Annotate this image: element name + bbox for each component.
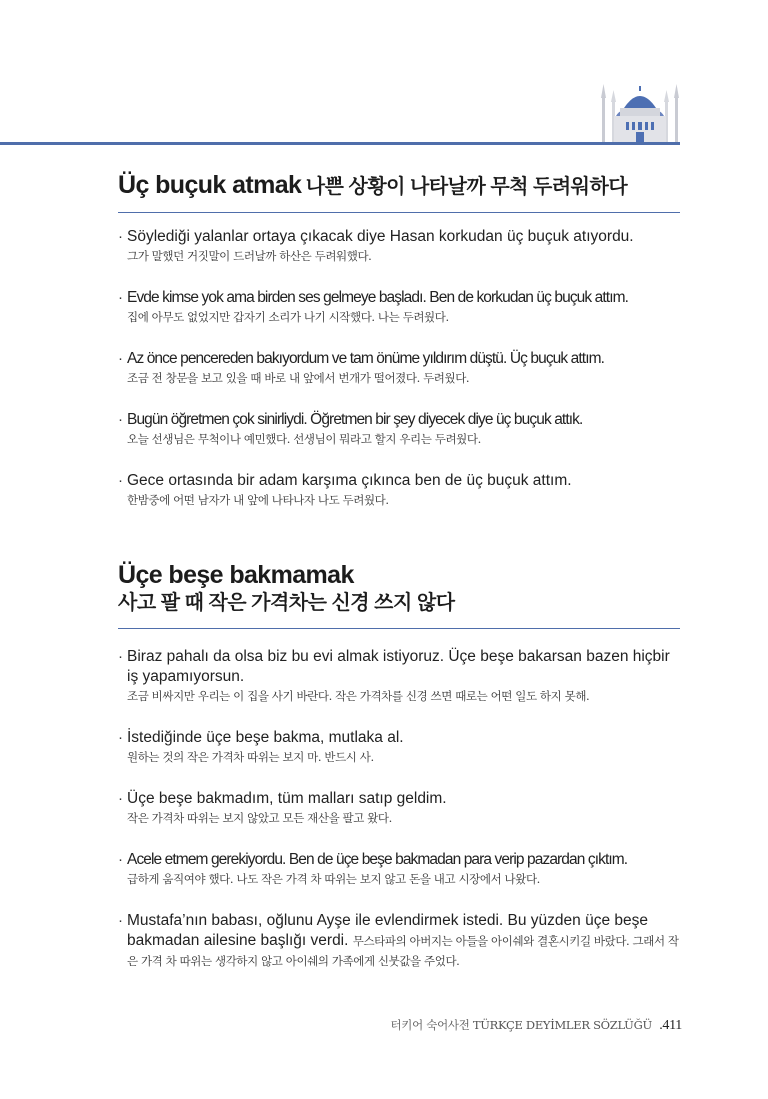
example-item [118, 911, 680, 971]
example-turkish [127, 911, 680, 971]
example-turkish: · Üçe beşe bakmadım, tüm malları satıp geldim. [127, 790, 447, 807]
example-korean: 원하는 것의 작은 가격차 따위는 보지 마. 반드시 사. [127, 750, 374, 764]
idiom-heading [118, 170, 680, 200]
example-turkish: · Bugün öğretmen çok sinirliydi. Öğretmen bir şey diyecek diye üç buçuk attık. [127, 411, 583, 428]
page-footer [390, 1017, 682, 1034]
example-turkish: · Acele etmem gerekiyordu. Ben de üçe beşe bakmadan para verip pazardan çıktım. [127, 851, 628, 868]
example-item [118, 789, 680, 827]
example-item [118, 349, 680, 387]
idiom-phrase: Üçe beşe bakmamak [118, 561, 354, 589]
example-korean: 급하게 움직여야 했다. 나도 작은 가격 차 따위는 보지 않고 돈을 내고 시장에서 나왔다. [127, 872, 540, 886]
example-turkish: · İstediğinde üçe beşe bakma, mutlaka al. [127, 729, 404, 746]
example-korean: 오늘 선생님은 무척이나 예민했다. 선생님이 뭐라고 할지 우리는 두려웠다. [127, 432, 481, 446]
example-korean: 한밤중에 어떤 남자가 내 앞에 나타나자 나도 두려웠다. [127, 493, 389, 507]
example-korean: 집에 아무도 없었지만 갑자기 소리가 나기 시작했다. 나는 두려웠다. [127, 310, 449, 324]
example-item [118, 227, 680, 265]
example-korean: 무스타파의 아버지는 아들을 아이쉐와 결혼시키길 바랐다. 그래서 작은 가격 차 따위는 생각하지 않고 아이쉐의 가족에게 신붓값을 주었다. [127, 934, 679, 968]
idiom-entry-uc-bucuk-atmak [118, 170, 680, 532]
example-korean: 그가 말했던 거짓말이 드러날까 하산은 두려워했다. [127, 249, 372, 263]
example-list [118, 227, 680, 509]
example-korean: 조금 전 창문을 보고 있을 때 바로 내 앞에서 번개가 떨어졌다. 두려웠다. [127, 371, 470, 385]
idiom-meaning: 나쁜 상황이 나타날까 무척 두려워하다 [305, 176, 628, 198]
idiom-heading [118, 560, 680, 616]
example-list [118, 647, 680, 971]
example-turkish: · Az önce pencereden bakıyordum ve tam önüme yıldırım düştü. Üç buçuk attım. [127, 350, 605, 367]
example-korean: 작은 가격차 따위는 보지 않았고 모든 재산을 팔고 왔다. [127, 811, 392, 825]
idiom-meaning: 사고 팔 때 작은 가격차는 신경 쓰지 않다 [118, 592, 455, 614]
example-turkish: · Gece ortasında bir adam karşıma çıkınca ben de üç buçuk attım. [127, 472, 572, 489]
example-item [118, 728, 680, 766]
example-korean: 조금 비싸지만 우리는 이 집을 사기 바란다. 작은 가격차를 신경 쓰면 때로는 어떤 일도 하지 못해. [127, 689, 590, 703]
idiom-entry-uce-bese-bakmamak [118, 560, 680, 994]
example-item [118, 288, 680, 326]
example-item [118, 410, 680, 448]
example-item [118, 471, 680, 509]
mosque-icon [598, 78, 682, 144]
section-divider [118, 212, 680, 213]
idiom-phrase: Üç buçuk atmak [118, 171, 302, 199]
header-rule [0, 142, 680, 145]
section-divider [118, 628, 680, 629]
example-turkish: · Evde kimse yok ama birden ses gelmeye başladı. Ben de korkudan üç buçuk attım. [127, 289, 629, 306]
example-item [118, 647, 680, 705]
example-item [118, 850, 680, 888]
example-turkish: · Söylediği yalanlar ortaya çıkacak diye Hasan korkudan üç buçuk atıyordu. [127, 228, 634, 245]
example-turkish: · Biraz pahalı da olsa biz bu evi almak istiyoruz. Üçe beşe bakarsan bazen hiçbir iş yapamıyorsun. [127, 648, 670, 685]
example-turkish-text: Mustafa’nın babası, oğlunu Ayşe ile evlendirmek istedi. Bu yüzden üçe beşe bakmadan ailesine başlığı verdi. [127, 912, 649, 949]
footer-book-title: 터키어 숙어사전 TÜRKÇE DEYİMLER SÖZLÜĞÜ [390, 1018, 652, 1032]
page-number: .411 [659, 1018, 682, 1033]
